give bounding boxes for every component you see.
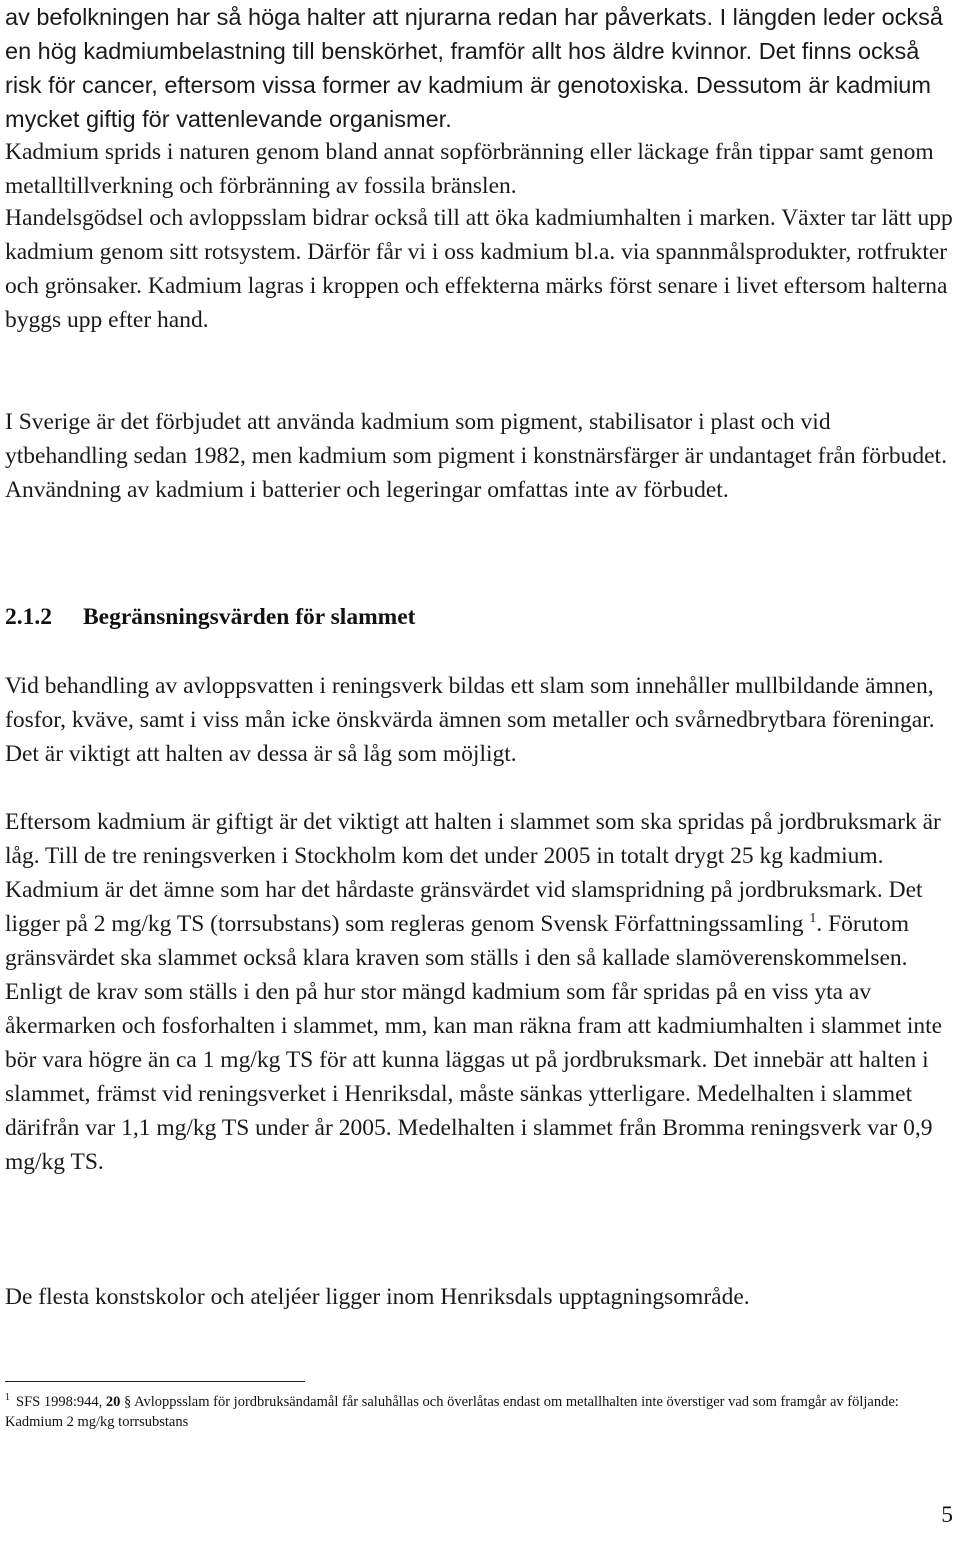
paragraph-sludge-treatment: Vid behandling av avloppsvatten i reningsverk bildas ett slam som innehåller mullbildande ämnen, fosfor, kväve, samt i viss mån icke önskvärda ämnen som metaller och svårnedbrytbara föreningar. Det är viktigt att halten av dessa är så låg som möjligt. [5,673,935,767]
section-title: Begränsningsvärden för slammet [83,604,416,630]
footnote-line-2: Kadmium 2 mg/kg torrsubstans [5,1414,189,1430]
limit-text-after: . Förutom gränsvärdet ska slammet också klara kraven som ställs i den så kallade slamöverenskommelsen. Enligt de krav som ställs i den på hur stor mängd kadmium som får spridas på en viss yta av åkermarken och fosforhalten i slammet, mm, kan man räkna fram att kadmiumhalten i slammet inte bör vara högre än ca 1 mg/kg TS för att kunna läggas ut på jordbruksmark. Det innebär att halten i slammet, främst vid reningsverket i Henriksdal, måste sänkas ytterligare. Medelhalten i slammet därifrån var 1,1 mg/kg TS under år 2005. Medelhalten i slammet från Bromma reningsverk var 0,9 mg/kg TS. [5,911,943,1175]
limit-text-before: Eftersom kadmium är giftigt är det viktigt att halten i slammet som ska spridas på jordbruksmark är låg. Till de tre reningsverken i Stockholm kom det under 2005 in totalt drygt 25 kg kadmium. Kadmium är det ämne som har det hårdaste gränsvärdet vid slamspridning på jordbruksmark. Det ligger på 2 mg/kg TS (torrsubstans) som regleras genom Svensk Författningssamling [5,809,941,937]
paragraph-limit-values [5,805,955,1179]
footnote-reference[interactable]: 1 [809,911,817,927]
paragraph-art-schools: De flesta konstskolor och ateljéer ligger inom Henriksdals upptagningsområde. [5,1284,750,1310]
footnote-mark: 1 [5,1392,10,1404]
page-number: 5 [941,1502,953,1528]
paragraph-fertilizer: Handelsgödsel och avloppsslam bidrar också till att öka kadmiumhalten i marken. Växter tar lätt upp kadmium genom sitt rotsystem. Därför får vi i oss kadmium bl.a. via spannmålsprodukter, rotfrukter och grönsaker. Kadmium lagras i kroppen och effekterna märks först senare i livet eftersom halterna byggs upp efter hand. [5,205,953,333]
section-heading [5,600,955,634]
footnote-separator [5,1381,305,1382]
section-number: 2.1.2 [5,604,52,630]
footnote [5,1392,957,1432]
paragraph-ban: I Sverige är det förbjudet att använda kadmium som pigment, stabilisator i plast och vid ytbehandling sedan 1982, men kadmium som pigment i konstnärsfärger är undantaget från förbudet. Användning av kadmium i batterier och legeringar omfattas inte av förbudet. [5,409,947,503]
paragraph-spread: Kadmium sprids i naturen genom bland annat sopförbränning eller läckage från tippar samt genom metalltillverkning och förbränning av fossila bränslen. [5,139,934,199]
paragraph-health-effects: av befolkningen har så höga halter att njurarna redan har påverkats. I längden leder också en hög kadmiumbelastning till benskörhet, framför allt hos äldre kvinnor. Det finns också risk för cancer, eftersom vissa former av kadmium är genotoxiska. Dessutom är kadmium mycket giftig för vattenlevande organismer. [5,4,943,132]
footnote-line-1: $^1$ SFS 1998:944, 20 § Avloppsslam för jordbruksändamål får saluhållas och överlåtas endast om metallhalten inte överstiger vad som framgår av följande: [5,1392,899,1410]
